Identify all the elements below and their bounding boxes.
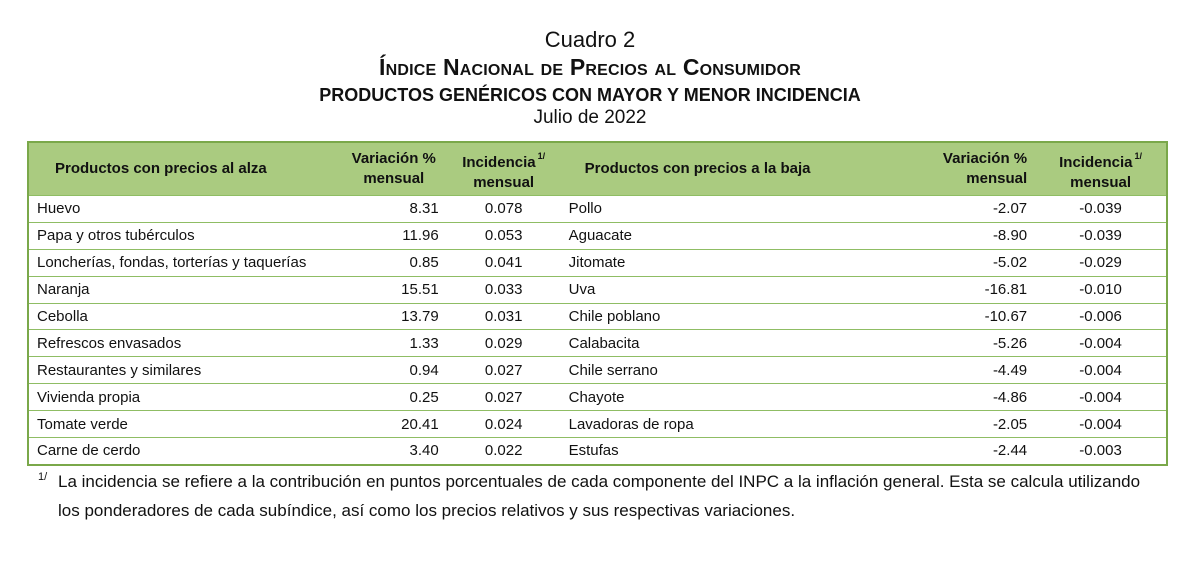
row-up-variacion: 11.96 <box>341 222 447 249</box>
page-title: Índice Nacional de Precios al Consumidor <box>378 54 802 80</box>
table-row <box>28 357 1167 384</box>
row-down-name: Aguacate <box>561 222 925 249</box>
row-down-name: Lavadoras de ropa <box>561 411 925 438</box>
row-up-incidencia: 0.053 <box>447 222 561 249</box>
row-up-name: Refrescos envasados <box>28 330 341 357</box>
row-down-name: Chile serrano <box>561 357 925 384</box>
row-up-variacion: 0.25 <box>341 384 447 411</box>
row-down-variacion: -16.81 <box>924 276 1035 303</box>
table-row <box>28 330 1167 357</box>
row-down-variacion: -4.49 <box>924 357 1035 384</box>
row-up-name: Huevo <box>28 196 341 223</box>
row-down-variacion: -4.86 <box>924 384 1035 411</box>
table-row <box>28 438 1167 465</box>
row-down-incidencia: -0.003 <box>1035 438 1167 465</box>
row-up-variacion: 0.94 <box>341 357 447 384</box>
row-down-name: Pollo <box>561 196 925 223</box>
row-down-incidencia: -0.039 <box>1035 196 1167 223</box>
title-block <box>0 28 1180 128</box>
row-down-incidencia: -0.004 <box>1035 330 1167 357</box>
row-down-name: Chile poblano <box>561 303 925 330</box>
row-down-variacion: -2.05 <box>924 411 1035 438</box>
row-down-variacion: -10.67 <box>924 303 1035 330</box>
row-up-incidencia: 0.029 <box>447 330 561 357</box>
row-down-incidencia: -0.004 <box>1035 357 1167 384</box>
row-up-incidencia: 0.027 <box>447 357 561 384</box>
row-up-name: Loncherías, fondas, torterías y taquerías <box>28 249 341 276</box>
row-up-name: Naranja <box>28 276 341 303</box>
footnote-ref: 1/ <box>1134 150 1142 161</box>
row-up-variacion: 20.41 <box>341 411 447 438</box>
row-up-variacion: 13.79 <box>341 303 447 330</box>
col-header-incidencia-baja: Incidencia $^{1/}$ mensual <box>1035 142 1167 196</box>
row-down-incidencia: -0.004 <box>1035 384 1167 411</box>
row-down-incidencia: -0.029 <box>1035 249 1167 276</box>
table-row <box>28 249 1167 276</box>
footnote-ref: 1/ <box>537 150 546 161</box>
row-down-variacion: -2.44 <box>924 438 1035 465</box>
row-down-incidencia: -0.010 <box>1035 276 1167 303</box>
row-up-name: Carne de cerdo <box>28 438 341 465</box>
row-up-name: Cebolla <box>28 303 341 330</box>
row-up-name: Papa y otros tubérculos <box>28 222 341 249</box>
table-row <box>28 384 1167 411</box>
row-down-name: Uva <box>561 276 925 303</box>
row-up-incidencia: 0.022 <box>447 438 561 465</box>
row-up-variacion: 3.40 <box>341 438 447 465</box>
row-down-variacion: -8.90 <box>924 222 1035 249</box>
row-up-incidencia: 0.033 <box>447 276 561 303</box>
row-down-variacion: -2.07 <box>924 196 1035 223</box>
row-down-incidencia: -0.006 <box>1035 303 1167 330</box>
row-down-name: Jitomate <box>561 249 925 276</box>
table-row <box>28 196 1167 223</box>
col-header-variacion-alza: Variación % mensual <box>341 142 447 196</box>
row-up-incidencia: 0.027 <box>447 384 561 411</box>
row-up-incidencia: 0.078 <box>447 196 561 223</box>
row-down-name: Chayote <box>561 384 925 411</box>
col-header-variacion-baja: Variación % mensual <box>924 142 1035 196</box>
table-row <box>28 303 1167 330</box>
page-subtitle: PRODUCTOS GENÉRICOS CON MAYOR Y MENOR INCIDENCIA <box>319 85 861 105</box>
period-label: Julio de 2022 <box>533 107 647 128</box>
col-header-alza: Productos con precios al alza <box>28 142 341 196</box>
footnote-text: La incidencia se refiere a la contribución en puntos porcentuales de cada componente del INPC a la inflación general. Esta se calcula utilizando los ponderadores de cada subíndice, así como los precios relativos y sus respectivas variaciones. <box>58 472 1141 520</box>
table-row <box>28 222 1167 249</box>
incidence-table <box>27 141 1168 466</box>
row-up-variacion: 8.31 <box>341 196 447 223</box>
row-up-name: Restaurantes y similares <box>28 357 341 384</box>
row-down-incidencia: -0.039 <box>1035 222 1167 249</box>
row-up-incidencia: 0.041 <box>447 249 561 276</box>
row-up-variacion: 15.51 <box>341 276 447 303</box>
row-down-incidencia: -0.004 <box>1035 411 1167 438</box>
row-up-variacion: 0.85 <box>341 249 447 276</box>
col-header-incidencia-alza: Incidencia $^{1/}$ mensual <box>447 142 561 196</box>
row-down-variacion: -5.02 <box>924 249 1035 276</box>
table-row <box>28 411 1167 438</box>
row-down-variacion: -5.26 <box>924 330 1035 357</box>
cuadro-label: Cuadro 2 <box>544 27 636 52</box>
row-up-incidencia: 0.024 <box>447 411 561 438</box>
row-down-name: Estufas <box>561 438 925 465</box>
col-header-baja: Productos con precios a la baja <box>561 142 925 196</box>
row-up-name: Vivienda propia <box>28 384 341 411</box>
table-row <box>28 276 1167 303</box>
row-up-name: Tomate verde <box>28 411 341 438</box>
table-header-row <box>28 142 1167 196</box>
row-down-name: Calabacita <box>561 330 925 357</box>
footnote <box>38 467 1158 525</box>
row-up-incidencia: 0.031 <box>447 303 561 330</box>
row-up-variacion: 1.33 <box>341 330 447 357</box>
footnote-mark: 1/ <box>38 471 48 483</box>
